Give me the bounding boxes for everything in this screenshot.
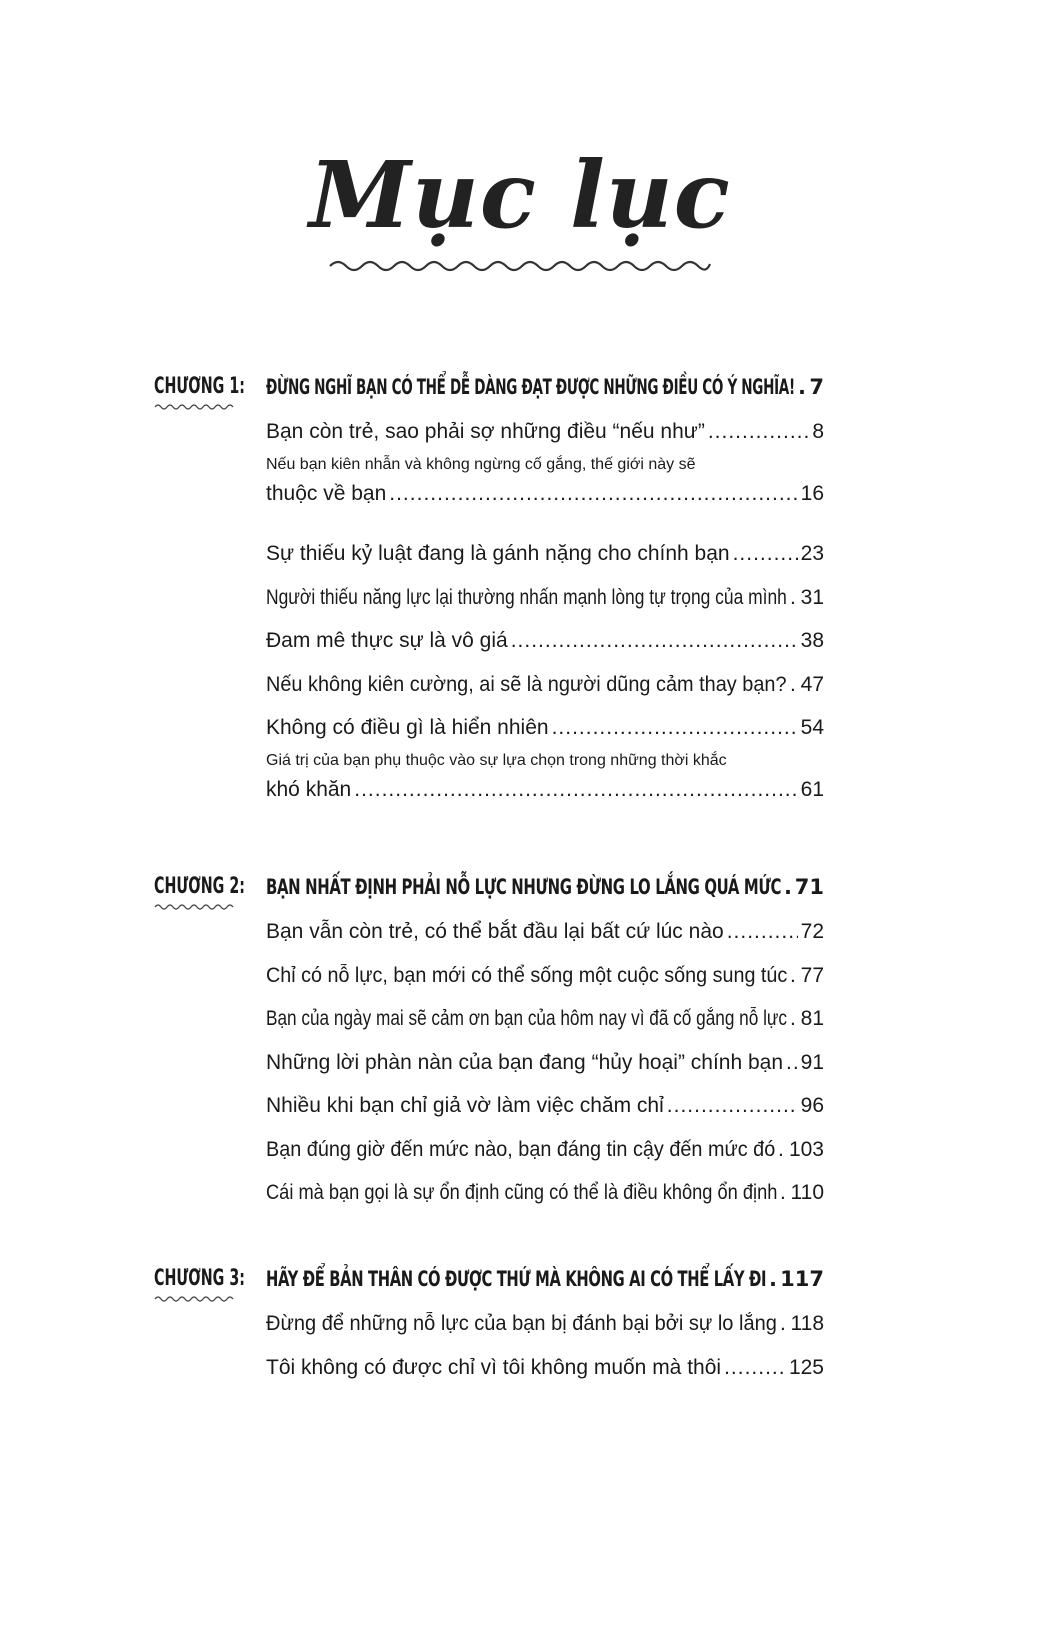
toc-entry[interactable]: Nếu bạn kiên nhẫn và không ngừng cố gắng, thế giới này sẽ thuộc về bạn ..... 16 <box>266 456 824 514</box>
title-block <box>0 140 1040 272</box>
toc-entry[interactable]: Nhiều khi bạn chỉ giả vờ làm việc chăm chỉ ..... 96 <box>266 1086 824 1126</box>
toc-entry[interactable]: Đam mê thực sự là vô giá ..... 38 <box>266 621 824 661</box>
toc-entry[interactable]: Sự thiếu kỷ luật đang là gánh nặng cho chính bạn ..... 23 <box>266 534 824 574</box>
page-title: Mục lục <box>309 141 731 249</box>
toc-entry[interactable]: Tôi không có được chỉ vì tôi không muốn mà thôi ..... 125 <box>266 1348 824 1388</box>
toc-entry[interactable]: Đừng để những nỗ lực của bạn bị đánh bại bởi sự lo lắng ..... 118 <box>266 1304 824 1344</box>
toc-entry[interactable]: Bạn vẫn còn trẻ, có thể bắt đầu lại bất cứ lúc nào ..... 72 <box>266 912 824 952</box>
toc-entry[interactable]: Nếu không kiên cường, ai sẽ là người dũng cảm thay bạn? ..... 47 <box>266 665 824 705</box>
chapter-label: CHƯƠNG 1: <box>154 372 254 402</box>
chapter-wave-ornament <box>154 402 236 410</box>
chapter-title[interactable]: ĐỪNG NGHĨ BẠN CÓ THỂ DỄ DÀNG ĐẠT ĐƯỢC NHỮNG ĐIỀU CÓ Ý NGHĨA! ..... 7 <box>266 372 824 402</box>
chapter-wave-ornament <box>154 902 236 910</box>
page-number: 7 <box>809 375 824 399</box>
title-wave-ornament <box>328 256 712 272</box>
chapter-title[interactable]: HÃY ĐỂ BẢN THÂN CÓ ĐƯỢC THỨ MÀ KHÔNG AI CÓ THỂ LẤY ĐI ..... 117 <box>266 1264 824 1294</box>
chapter-label: CHƯƠNG 3: <box>154 1264 254 1294</box>
toc-entry[interactable]: Giá trị của bạn phụ thuộc vào sự lựa chọn trong những thời khắc khó khăn ..... 61 <box>266 752 824 810</box>
page-number: 71 <box>794 875 824 899</box>
chapter-title[interactable]: BẠN NHẤT ĐỊNH PHẢI NỖ LỰC NHƯNG ĐỪNG LO LẮNG QUÁ MỨC ..... 71 <box>266 872 824 902</box>
toc-entry[interactable]: Bạn của ngày mai sẽ cảm ơn bạn của hôm nay vì đã cố gắng nỗ lực ..... 81 <box>266 999 824 1039</box>
toc-entry[interactable]: Không có điều gì là hiển nhiên ..... 54 <box>266 708 824 748</box>
toc-entry[interactable]: Bạn đúng giờ đến mức nào, bạn đáng tin cậy đến mức đó ..... 103 <box>266 1130 824 1170</box>
chapter-label: CHƯƠNG 2: <box>154 872 254 902</box>
toc-entry[interactable]: Người thiếu năng lực lại thường nhấn mạnh lòng tự trọng của mình ..... 31 <box>266 578 824 618</box>
chapter-wave-ornament <box>154 1294 236 1302</box>
page-number: 117 <box>780 1267 824 1291</box>
leader-dots <box>798 372 806 402</box>
toc-entry[interactable]: Cái mà bạn gọi là sự ổn định cũng có thể là điều không ổn định ..... 110 <box>266 1173 824 1213</box>
leader-dots <box>769 1264 777 1294</box>
toc-entry[interactable]: Chỉ có nỗ lực, bạn mới có thể sống một cuộc sống sung túc ..... 77 <box>266 956 824 996</box>
toc-entry[interactable]: Bạn còn trẻ, sao phải sợ những điều “nếu như” ..... 8 <box>266 412 824 452</box>
toc-entry[interactable]: Những lời phàn nàn của bạn đang “hủy hoại” chính bạn ..... 91 <box>266 1043 824 1083</box>
leader-dots <box>784 872 792 902</box>
